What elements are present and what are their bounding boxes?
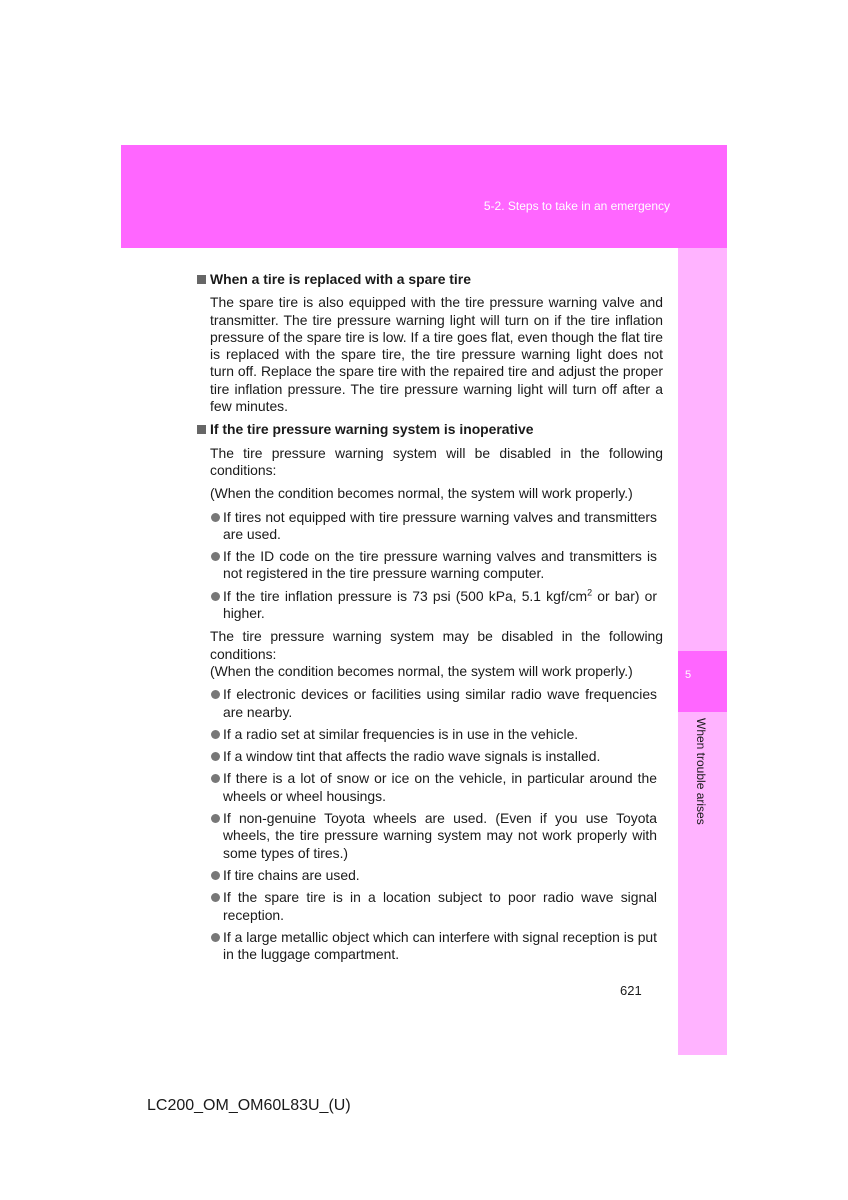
list-item <box>210 867 657 884</box>
section-note: (When the condition becomes normal, the system will work properly.) <box>210 485 633 502</box>
chapter-side-tab <box>678 248 727 1055</box>
condition-list <box>210 509 657 623</box>
round-bullet-icon <box>211 814 220 823</box>
list-item-text <box>223 588 657 623</box>
list-item <box>210 588 657 623</box>
document-code: LC200_OM_OM60L83U_(U) <box>147 1097 351 1114</box>
list-item-text: If a radio set at similar frequencies is in use in the vehicle. <box>223 725 579 742</box>
list-item-text: If a window tint that affects the radio wave signals is installed. <box>223 748 601 765</box>
round-bullet-icon <box>211 752 220 761</box>
list-item <box>210 686 657 721</box>
round-bullet-icon <box>211 774 220 783</box>
list-item-text: If non-genuine Toyota wheels are used. (Even if you use Toyota wheels, the tire pressure warning system may not work properly with some types of tires.) <box>223 810 657 861</box>
pressure-text-before: If the tire inflation pressure is 73 psi (500 kPa, 5.1 kgf/cm <box>223 587 588 604</box>
square-bullet-icon <box>197 425 206 434</box>
chapter-number: 5 <box>684 669 692 681</box>
list-item-text: If the ID code on the tire pressure warning valves and transmitters is not registered in the tire pressure warning computer. <box>223 548 657 582</box>
list-item <box>210 748 657 765</box>
round-bullet-icon <box>211 592 220 601</box>
list-item-text: If tire chains are used. <box>223 866 360 883</box>
square-bullet-icon <box>197 275 206 284</box>
list-item <box>210 810 657 862</box>
round-bullet-icon <box>211 513 220 522</box>
list-item <box>210 929 657 964</box>
section-heading <box>197 421 667 438</box>
round-bullet-icon <box>211 871 220 880</box>
chapter-number-block <box>678 651 727 712</box>
round-bullet-icon <box>211 552 220 561</box>
list-item-text: If tires not equipped with tire pressure warning valves and transmitters are used. <box>223 508 657 542</box>
section-heading-text: If the tire pressure warning system is inoperative <box>210 421 534 438</box>
list-item <box>210 889 657 924</box>
round-bullet-icon <box>211 933 220 942</box>
section-intro: The tire pressure warning system will be disabled in the following conditions: <box>210 444 663 478</box>
chapter-title: When trouble arises <box>694 718 708 825</box>
list-item-text: If the spare tire is in a location subject to poor radio wave signal reception. <box>223 889 657 923</box>
round-bullet-icon <box>211 893 220 902</box>
page-number: 621 <box>620 983 642 998</box>
section-intro-2: The tire pressure warning system may be disabled in the following conditions: <box>210 628 663 662</box>
list-item-text: If a large metallic object which can interfere with signal reception is put in the luggage compartment. <box>223 928 657 963</box>
list-item <box>210 770 657 805</box>
section-breadcrumb: 5-2. Steps to take in an emergency <box>483 199 670 213</box>
list-item-text: If there is a lot of snow or ice on the vehicle, in particular around the wheels or wheel housings. <box>223 770 657 804</box>
list-item <box>210 509 657 544</box>
round-bullet-icon <box>211 690 220 699</box>
section-heading <box>197 271 667 288</box>
header-band <box>121 145 727 248</box>
section-heading-text: When a tire is replaced with a spare tire <box>210 271 471 287</box>
list-item <box>210 548 657 583</box>
section-note-2: (When the condition becomes normal, the system will work properly.) <box>210 662 633 679</box>
section-paragraph: The spare tire is also equipped with the tire pressure warning valve and transmitter. The tire pressure warning light will turn on if the tire inflation pressure of the spare tire is low. If a tire goes flat, even though the flat tire is replaced with the spare tire, the tire pressure warning light does not turn off. Replace the spare tire with the repaired tire and adjust the proper tire inflation pressure. The tire pressure warning light will turn off after a few minutes. <box>210 294 663 415</box>
pressure-text-after: or bar) or higher. <box>223 587 658 622</box>
round-bullet-icon <box>211 730 220 739</box>
list-item-text: If electronic devices or facilities using similar radio wave frequencies are nearby. <box>223 686 657 720</box>
page-content <box>197 271 667 969</box>
pressure-superscript: 2 <box>587 587 593 598</box>
list-item <box>210 726 657 743</box>
condition-list-2 <box>210 686 657 963</box>
